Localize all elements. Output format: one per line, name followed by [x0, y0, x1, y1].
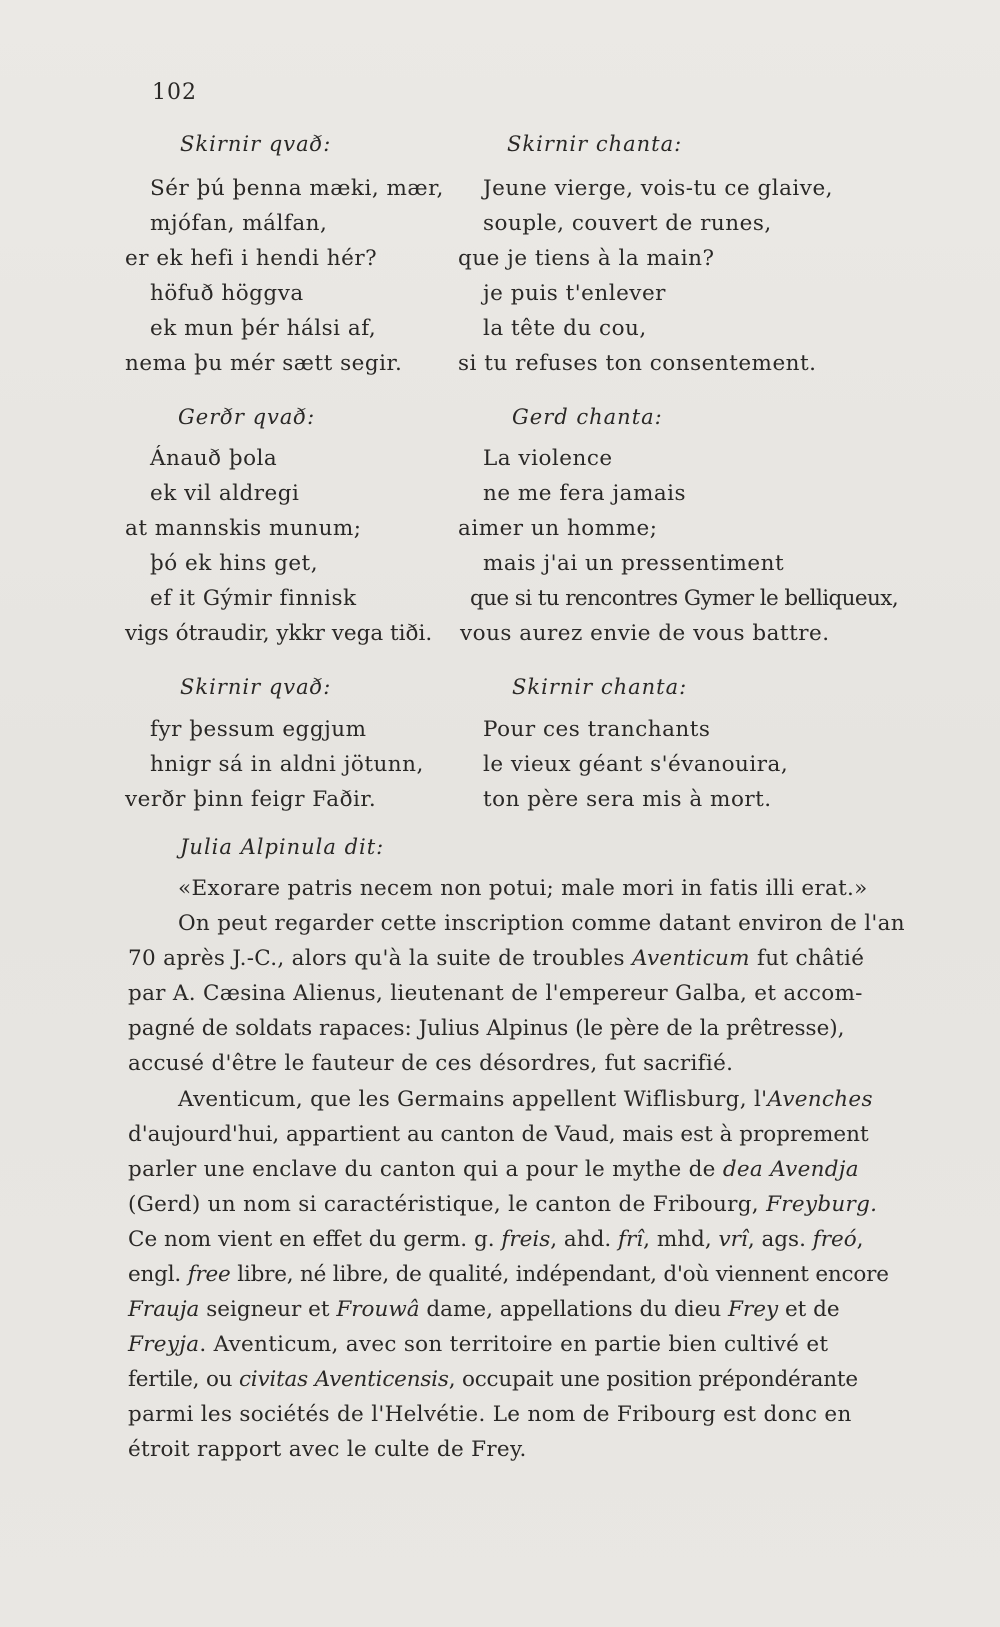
prose-heading: Julia Alpinula dit:: [180, 835, 385, 859]
translation-line: que je tiens à la main?: [458, 246, 715, 271]
verse-line: er ek hefi i hendi hér?: [125, 246, 378, 271]
verse-line: fyr þessum eggjum: [150, 717, 367, 742]
translation-line: que si tu rencontres Gymer le belliqueux,: [470, 586, 899, 611]
verse-line: þó ek hins get,: [150, 551, 319, 576]
prose-line: d'aujourd'hui, appartient au canton de Vaud, mais est à proprement: [128, 1122, 869, 1147]
prose-line: accusé d'être le fauteur de ces désordres, fut sacrifié.: [128, 1051, 734, 1076]
verse-line: Ánauð þola: [150, 446, 278, 471]
left-heading-gerdr: Gerðr qvað:: [178, 405, 316, 429]
prose-line: fertile, ou civitas Aventicensis, occupait une position prépondérante: [128, 1367, 858, 1392]
verse-line: ef it Gýmir finnisk: [150, 586, 357, 611]
prose-line: parler une enclave du canton qui a pour le mythe de dea Avendja: [128, 1157, 859, 1182]
verse-line: vigs ótraudir, ykkr vega tiði.: [125, 621, 433, 646]
right-heading-gerd: Gerd chanta:: [512, 405, 663, 429]
translation-line: Pour ces tranchants: [483, 717, 711, 742]
translation-line: ne me fera jamais: [483, 481, 687, 506]
verse-line: hnigr sá in aldni jötunn,: [150, 752, 424, 777]
prose-line: On peut regarder cette inscription comme datant environ de l'an: [178, 911, 905, 936]
translation-line: vous aurez envie de vous battre.: [460, 621, 830, 646]
translation-line: Jeune vierge, vois-tu ce glaive,: [483, 176, 833, 201]
right-heading-skirnir: Skirnir chanta:: [507, 132, 683, 156]
page-number: 102: [152, 80, 197, 105]
verse-line: mjófan, málfan,: [150, 211, 328, 236]
translation-line: si tu refuses ton consentement.: [458, 351, 817, 376]
prose-line: étroit rapport avec le culte de Frey.: [128, 1437, 527, 1462]
translation-line: souple, couvert de runes,: [483, 211, 772, 236]
translation-line: ton père sera mis à mort.: [483, 787, 772, 812]
translation-line: aimer un homme;: [458, 516, 658, 541]
right-heading-skirnir-2: Skirnir chanta:: [512, 675, 688, 699]
latin-quote: «Exorare patris necem non potui; male mori in fatis illi erat.»: [178, 876, 868, 901]
verse-line: at mannskis munum;: [125, 516, 362, 541]
verse-line: nema þu mér sætt segir.: [125, 351, 403, 376]
prose-line: Frauja seigneur et Frouwâ dame, appellations du dieu Frey et de: [128, 1297, 840, 1322]
prose-line: 70 après J.-C., alors qu'à la suite de troubles Aventicum fut châtié: [128, 946, 865, 971]
prose-line: par A. Cæsina Alienus, lieutenant de l'empereur Galba, et accom-: [128, 981, 863, 1006]
translation-line: la tête du cou,: [483, 316, 647, 341]
prose-line: engl. free libre, né libre, de qualité, indépendant, d'où viennent encore: [128, 1262, 889, 1287]
translation-line: mais j'ai un pressentiment: [483, 551, 785, 576]
verse-line: verðr þinn feigr Faðir.: [125, 787, 377, 812]
prose-line: Aventicum, que les Germains appellent Wiflisburg, l'Avenches: [178, 1087, 873, 1112]
translation-line: le vieux géant s'évanouira,: [483, 752, 789, 777]
prose-line: parmi les sociétés de l'Helvétie. Le nom de Fribourg est donc en: [128, 1402, 852, 1427]
left-heading-skirnir-2: Skirnir qvað:: [180, 675, 332, 699]
verse-line: ek mun þér hálsi af,: [150, 316, 377, 341]
prose-line: Freyja. Aventicum, avec son territoire en partie bien cultivé et: [128, 1332, 829, 1357]
verse-line: Sér þú þenna mæki, mær,: [150, 176, 444, 201]
translation-line: La violence: [483, 446, 613, 471]
translation-line: je puis t'enlever: [483, 281, 666, 306]
left-heading-skirnir: Skirnir qvað:: [180, 132, 332, 156]
prose-line: (Gerd) un nom si caractéristique, le canton de Fribourg, Freyburg.: [128, 1192, 878, 1217]
prose-line: pagné de soldats rapaces: Julius Alpinus (le père de la prêtresse),: [128, 1016, 845, 1041]
verse-line: höfuð höggva: [150, 281, 304, 306]
prose-line: Ce nom vient en effet du germ. g. freis, ahd. frî, mhd, vrî, ags. freó,: [128, 1227, 864, 1252]
verse-line: ek vil aldregi: [150, 481, 300, 506]
